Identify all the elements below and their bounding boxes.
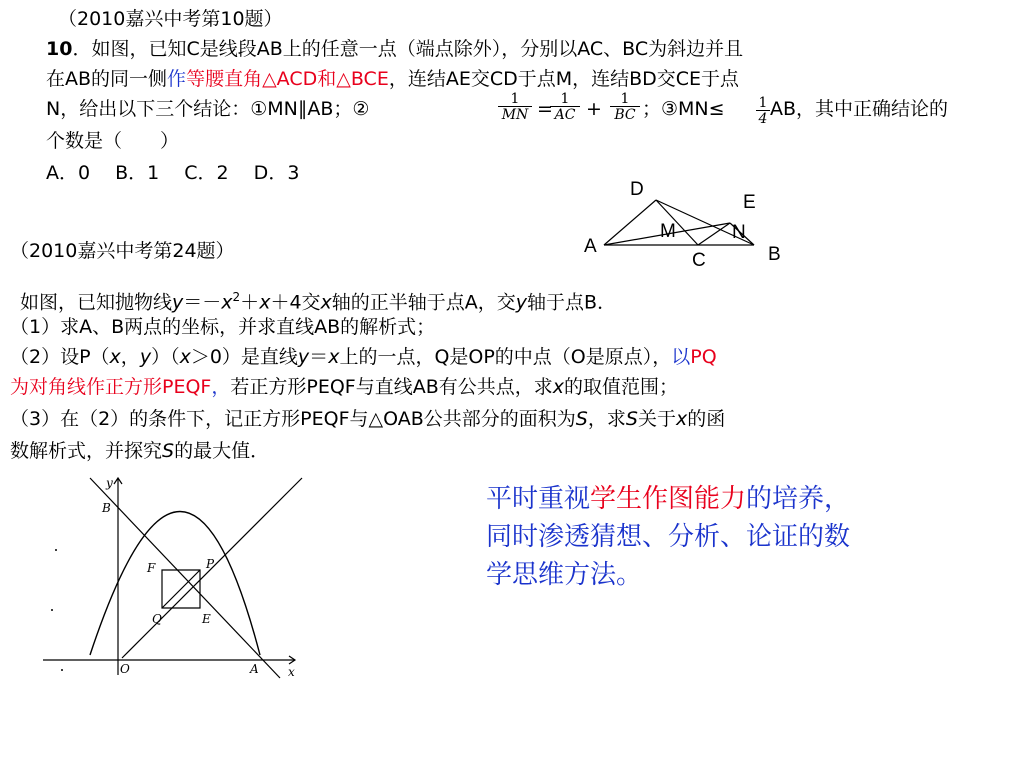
label-m: M — [660, 221, 676, 242]
axis-x-label: x — [288, 665, 295, 679]
problem1-number: 10 — [46, 38, 73, 60]
label-d: D — [630, 179, 644, 200]
problem1-line3-a: N，给出以下三个结论：①MN∥AB；② — [46, 98, 370, 120]
fraction-1-over-bc: 1 BC — [610, 92, 640, 123]
teaching-note-line3: 学思维方法。 — [486, 560, 643, 590]
problem1-line4: 个数是（ ） — [46, 130, 180, 152]
point-p-label: P — [206, 557, 215, 571]
origin-label: O — [120, 662, 130, 676]
label-a: A — [584, 236, 597, 257]
problem2-intro: 如图，已知抛物线$y=-x^2+x+4$交x轴的正半轴于点A，交y轴于点B． — [20, 290, 617, 314]
problem1-source: （2010嘉兴中考第10题） — [58, 8, 283, 30]
point-a-label: A — [250, 662, 259, 676]
problem2-part3: （3）在（2）的条件下，记正方形PEQF与△OAB公共部分的面积为S，求S关于x的函 — [10, 408, 726, 430]
triangle-figure — [580, 175, 795, 275]
problem1-line2 — [46, 66, 739, 93]
problem1-text-line1: ．如图，已知C是线段AB上的任意一点（端点除外），分别以AC、BC为斜边并且 — [72, 38, 744, 60]
problem1-line3-b: ；③MN≤ — [642, 98, 725, 120]
parabola-graph — [40, 470, 312, 680]
problem2-part3-line2: 数解析式，并探究S的最大值． — [10, 440, 270, 462]
teaching-note — [486, 480, 850, 594]
problem1-line3 — [46, 96, 369, 123]
label-n: N — [732, 222, 746, 243]
point-e-label: E — [202, 612, 211, 626]
problem1-line2-highlight: 等腰直角△ACD和△BCE — [186, 68, 389, 90]
teaching-note-line1: 平时重视学生作图能力的培养， — [486, 484, 851, 514]
label-e: E — [743, 192, 756, 213]
problem1-line2-a: 在AB的同一侧 — [46, 68, 168, 90]
problem1-line2-b: 作 — [167, 68, 187, 90]
equals-sign: = — [537, 98, 553, 120]
fraction-1-over-ac: 1 AC — [550, 92, 580, 123]
problem1-line3-c: AB，其中正确结论的 — [770, 98, 949, 120]
problem2-part1: （1）求A、B两点的坐标，并求直线AB的解析式； — [10, 316, 436, 338]
point-q-label: Q — [152, 612, 162, 626]
problem2-part2-line2: 为对角线作正方形PEQF，若正方形PEQF与直线AB有公共点，求x的取值范围； — [10, 376, 679, 398]
axis-y-label: y — [106, 476, 113, 490]
problem2-source: （2010嘉兴中考第24题） — [10, 240, 235, 262]
problem1-line2-d: ，连结AE交CD于点M，连结BD交CE于点 — [388, 68, 740, 90]
label-c: C — [692, 250, 706, 271]
problem1-options: A．0 B．1 C．2 D．3 — [46, 162, 300, 184]
problem1-line1 — [46, 36, 743, 63]
point-b-label: B — [102, 501, 111, 515]
problem2-part2: （2）设P（x，y）（x＞0）是直线y＝x上的一点，Q是OP的中点（O是原点），以PQ — [10, 346, 717, 368]
teaching-note-line2: 同时渗透猜想、分析、论证的数 — [486, 522, 851, 552]
point-f-label: F — [147, 561, 156, 575]
fraction-1-over-mn: 1 MN — [498, 92, 532, 123]
plus-sign: + — [586, 98, 602, 120]
label-b: B — [768, 244, 781, 265]
teaching-note-highlight: 学生作图能力 — [590, 484, 747, 514]
fraction-1-over-4: 1 4 — [756, 96, 770, 127]
